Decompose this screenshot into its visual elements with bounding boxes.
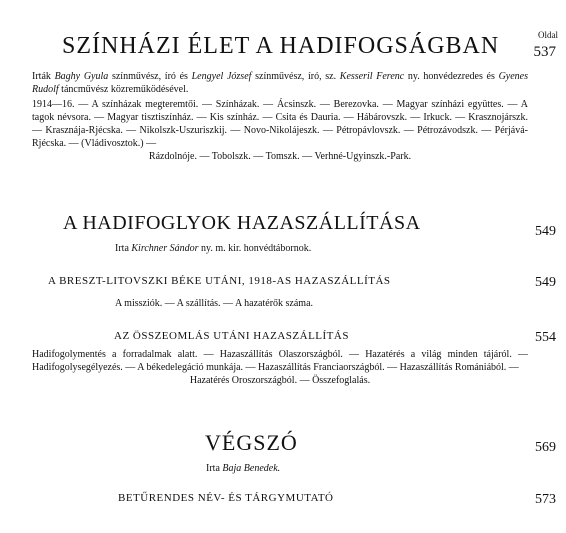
section-author-line: Irta Baja Benedek. [206, 463, 281, 474]
author-name: Kesseril Ferenc [339, 71, 405, 82]
index-page-number: 573 [535, 492, 556, 507]
section-title-epilogue: VÉGSZÓ [205, 430, 298, 455]
subsection-page-number: 549 [535, 275, 556, 290]
subsection-summary: A missziók. — A szállítás. — A hazatérők száma. [115, 298, 314, 309]
author-name: Baghy Gyula [54, 71, 109, 82]
page-column-label: Oldal [538, 30, 558, 40]
subsection-title-brest-litovsk: A BRESZT-LITOVSZKI BÉKE UTÁNI, 1918-AS HAZASZÁLLÍTÁS [48, 275, 391, 287]
subsection-summary: Hadifogolymentés a forradalmak alatt. — Hazaszállítás Olaszországból. — Hazatérés a világ minden tájáról. — Hadifogolysegélyezés. — A békedelegáció munkája. — Hazaszállítás Franciaországból. — Hazaszállítás Romániából. — Hazatérés Oroszországból. — Összefoglalás. [32, 349, 528, 386]
section-authors: Irták Baghy Gyula színművész, író és Lengyel József színművész, író, sz. Kesseril Ferenc ny. honvédezredes és Gyenes Rudolf táncművész közreműködésével. [32, 71, 528, 95]
section-title-repatriation: A HADIFOGLYOK HAZASZÁLLÍTÁSA [63, 212, 421, 234]
section-title-theatre-life: SZÍNHÁZI ÉLET A HADIFOGSÁGBAN [62, 33, 500, 59]
author-name: Kirchner Sándor [131, 243, 199, 254]
author-name: Lengyel József [191, 71, 252, 82]
author-name: Baja Benedek. [222, 463, 281, 474]
subsection-title-collapse: AZ ÖSSZEOMLÁS UTÁNI HAZASZÁLLÍTÁS [114, 330, 349, 342]
section-page-number: 549 [535, 224, 556, 239]
subsection-page-number: 554 [535, 330, 556, 345]
section-page-number: 537 [533, 44, 556, 60]
section-author-line: Irta Kirchner Sándor ny. m. kir. honvédtábornok. [115, 243, 312, 254]
author-name: Gyenes Rudolf [32, 71, 528, 95]
section-page-number: 569 [535, 440, 556, 455]
index-title: BETŰRENDES NÉV- ÉS TÁRGYMUTATÓ [118, 492, 334, 504]
section-contents-summary: 1914—16. — A színházak megteremtői. — Színházak. — Ácsinszk. — Berezovka. — Magyar színházi együttes. — A tagok névsora. — Magyar tisztiszínház. — Kis színház. — Csita és Dauria. — Hábárovszk. — Irkuck. — Krasznojárszk. — Krasznája-Rjécska. — Nikolszk-Uszuriszkij. — Novo-Nikolájeszk. — Pétropávlovszk. — Pétrozávodszk. — Pérjává-Rjécska. — (Vládivosztok.) — Rázdolnóje. — Tobolszk. — Tomszk. — Verhné-Ugyinszk.-Park. [32, 99, 528, 162]
